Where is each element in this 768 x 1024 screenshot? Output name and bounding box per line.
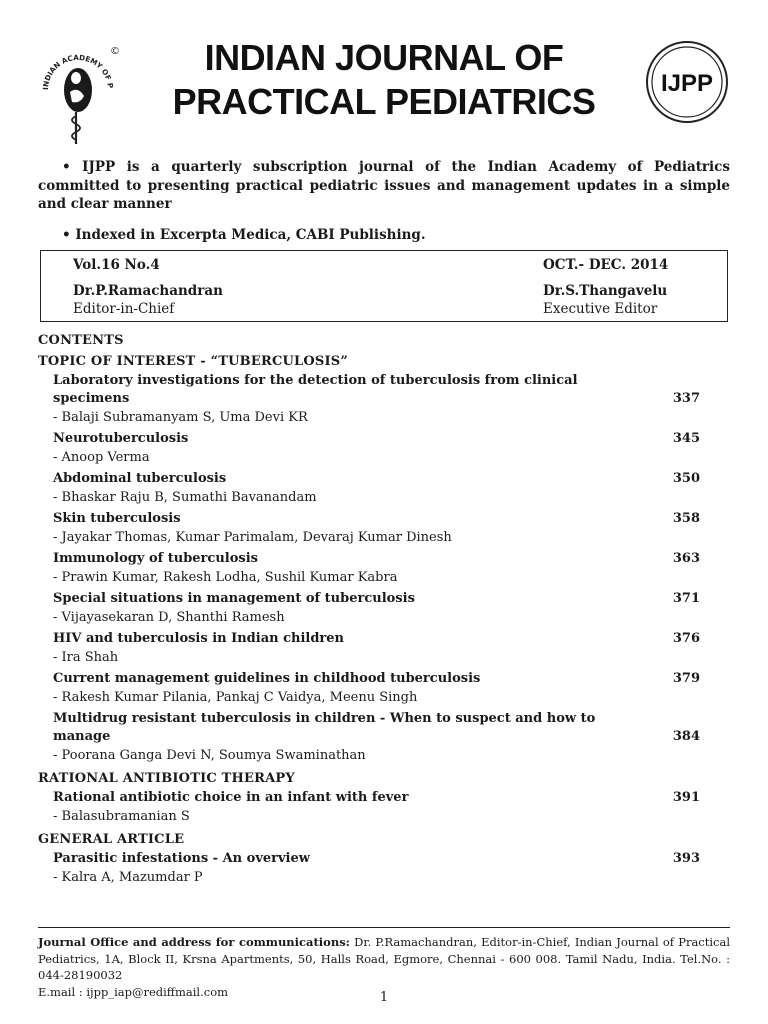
journal-description: • IJPP is a quarterly subscription journal of the Indian Academy of Pediatrics committed to presenting practical pediatric issues and management updates in a simple and clear manner <box>38 159 730 212</box>
article-authors: - Prawin Kumar, Rakesh Lodha, Sushil Kumar Kabra <box>53 570 398 585</box>
page-ref: 350 <box>672 471 700 486</box>
page-ref: 337 <box>672 391 700 406</box>
journal-title-line1: INDIAN JOURNAL OF <box>204 37 564 78</box>
iap-logo <box>36 40 122 150</box>
issue-date: OCT.- DEC. 2014 <box>543 257 669 273</box>
page-ref: 379 <box>672 671 700 686</box>
page-number: 1 <box>379 990 389 1005</box>
footer-address: Dr. P.Ramachandran, Editor-in-Chief, Indian Journal of Practical Pediatrics, 1A, Block II, Krsna Apartments, 50, Halls Road, Egmore, Chennai - 600 008. Tamil Nadu, India. Tel.No. : 044-28190032 <box>38 935 731 982</box>
toc-entry[interactable] <box>38 372 730 428</box>
article-authors: - Ira Shah <box>53 650 119 665</box>
volume-number: Vol.16 No.4 <box>73 257 160 273</box>
page-ref: 391 <box>672 790 700 805</box>
article-authors: - Poorana Ganga Devi N, Soumya Swaminathan <box>53 748 366 763</box>
journal-title <box>130 36 638 124</box>
editor-role: Editor-in-Chief <box>73 301 175 317</box>
page-ref: 384 <box>672 729 700 744</box>
ijpp-logo <box>645 40 729 124</box>
article-title: Neurotuberculosis <box>53 431 189 446</box>
footer-divider <box>38 927 730 928</box>
article-authors: - Kalra A, Mazumdar P <box>53 870 203 885</box>
article-authors: - Bhaskar Raju B, Sumathi Bavanandam <box>53 490 317 505</box>
section-title: TOPIC OF INTEREST - “TUBERCULOSIS” <box>38 354 349 369</box>
toc-entry[interactable] <box>38 510 730 548</box>
journal-title-line2: PRACTICAL PEDIATRICS <box>172 81 596 122</box>
contents-heading: CONTENTS <box>38 333 124 348</box>
copyright-mark: © <box>110 46 120 57</box>
page-ref: 371 <box>672 591 700 606</box>
issue-info-box <box>40 250 728 322</box>
toc-entry[interactable] <box>38 850 730 888</box>
article-title: Rational antibiotic choice in an infant with fever <box>53 790 409 805</box>
toc-entry[interactable] <box>38 630 730 668</box>
article-title: Immunology of tuberculosis <box>53 551 258 566</box>
toc-entry[interactable] <box>38 430 730 468</box>
toc-entry[interactable] <box>38 470 730 508</box>
toc-entry[interactable] <box>38 710 730 766</box>
article-title: Abdominal tuberculosis <box>53 471 227 486</box>
toc-entry[interactable] <box>38 789 730 827</box>
page-ref: 345 <box>672 431 700 446</box>
page-ref: 376 <box>672 631 700 646</box>
page-ref: 358 <box>672 511 700 526</box>
article-title: Multidrug resistant tuberculosis in children - When to suspect and how to manage <box>53 711 596 744</box>
footer-email[interactable]: E.mail : ijpp_iap@rediffmail.com <box>38 984 229 999</box>
article-title: Current management guidelines in childhood tuberculosis <box>53 671 481 686</box>
page-ref: 363 <box>672 551 700 566</box>
toc-entry[interactable] <box>38 550 730 588</box>
article-title: Skin tuberculosis <box>53 511 181 526</box>
article-title: HIV and tuberculosis in Indian children <box>53 631 344 646</box>
article-authors: - Balasubramanian S <box>53 809 190 824</box>
article-title: Laboratory investigations for the detection of tuberculosis from clinical specimens <box>53 373 578 406</box>
article-title: Parasitic infestations - An overview <box>53 851 310 866</box>
footer-label: Journal Office and address for communications: <box>38 935 350 949</box>
editor-name: Dr.P.Ramachandran <box>73 283 223 299</box>
executive-editor-name: Dr.S.Thangavelu <box>543 283 668 299</box>
iap-logo-text: INDIAN ACADEMY OF P <box>40 52 116 91</box>
table-of-contents <box>38 330 730 890</box>
toc-entry[interactable] <box>38 670 730 708</box>
section-title: RATIONAL ANTIBIOTIC THERAPY <box>38 771 295 786</box>
toc-entry[interactable] <box>38 590 730 628</box>
article-title: Special situations in management of tuberculosis <box>53 591 415 606</box>
article-authors: - Jayakar Thomas, Kumar Parimalam, Devaraj Kumar Dinesh <box>53 530 452 545</box>
section-title: GENERAL ARTICLE <box>38 832 185 847</box>
indexing-note: • Indexed in Excerpta Medica, CABI Publishing. <box>62 227 426 243</box>
ijpp-logo-text: IJPP <box>660 70 714 97</box>
article-authors: - Rakesh Kumar Pilania, Pankaj C Vaidya, Meenu Singh <box>53 690 418 705</box>
executive-editor-role: Executive Editor <box>543 301 658 317</box>
article-authors: - Balaji Subramanyam S, Uma Devi KR <box>53 410 308 425</box>
article-authors: - Anoop Verma <box>53 450 150 465</box>
article-authors: - Vijayasekaran D, Shanthi Ramesh <box>53 610 285 625</box>
page-ref: 393 <box>672 851 700 866</box>
